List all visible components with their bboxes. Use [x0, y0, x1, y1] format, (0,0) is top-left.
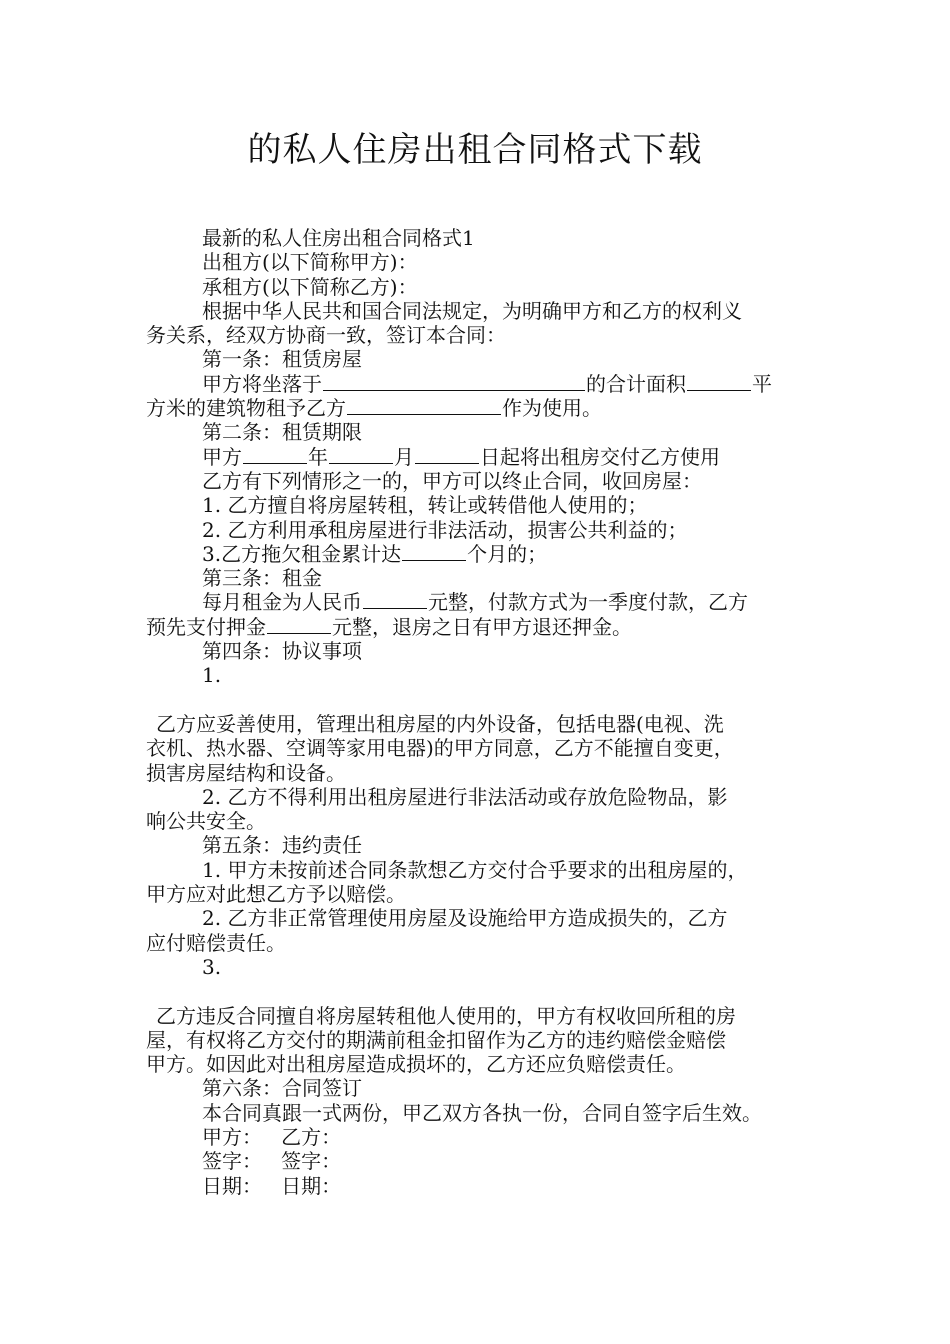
signature-party-line: 甲方： 乙方： [202, 1124, 342, 1149]
text-segment: 个月的； [467, 541, 548, 566]
blank-area [687, 372, 751, 391]
contract-heading: 最新的私人住房出租合同格式1 [202, 226, 475, 250]
blank-months [402, 542, 466, 561]
text-segment: 甲方将坐落于 [202, 371, 322, 396]
signature-date-line: 日期： 日期： [202, 1173, 342, 1198]
text-segment: 元整，退房之日有甲方退还押金。 [332, 614, 632, 639]
blank-year [243, 445, 307, 464]
article-5-heading: 第五条：违约责任 [202, 833, 362, 858]
spacer [146, 979, 816, 1003]
blank-day [415, 445, 479, 464]
preamble-line-2: 务关系，经双方协商一致，签订本合同： [146, 323, 506, 348]
blank-month [329, 445, 393, 464]
article-5-item-3-line-1: 乙方违反合同擅自将房屋转租他人使用的，甲方有权收回所租的房 [156, 1003, 736, 1028]
article-6-line-1: 本合同真跟一式两份，甲乙双方各执一份，合同自签字后生效。 [202, 1100, 762, 1125]
contract-body [146, 226, 816, 1198]
article-5-item-1-line-2: 甲方应对此想乙方予以赔偿。 [146, 882, 406, 907]
article-2-heading: 第二条：租赁期限 [202, 420, 362, 445]
article-2-item-1: 1. 乙方擅自将房屋转租，转让或转借他人使用的； [202, 493, 648, 518]
article-2-line-1 [146, 445, 816, 469]
blank-location [323, 372, 585, 391]
article-4-item-2-line-1: 2. 乙方不得利用出租房屋进行非法活动或存放危险物品，影 [202, 784, 728, 809]
text-segment: 作为使用。 [502, 396, 602, 421]
blank-rent [363, 590, 427, 609]
article-4-item-1-number: 1. [202, 663, 222, 688]
article-1-line-1 [146, 372, 816, 396]
article-4-item-1-line-2: 衣机、热水器、空调等家用电器)的甲方同意，乙方不能擅自变更， [146, 736, 734, 761]
text-segment: 每月租金为人民币 [202, 590, 362, 615]
blank-deposit [267, 615, 331, 634]
article-5-item-3-line-3: 甲方。如因此对出租房屋造成损坏的，乙方还应负赔偿责任。 [146, 1052, 686, 1077]
lessee-line: 承租方(以下简称乙方)： [202, 274, 418, 299]
text-segment: 的合计面积 [586, 371, 686, 396]
text-segment: 月 [394, 444, 414, 469]
article-1-heading: 第一条：租赁房屋 [202, 347, 362, 372]
text-segment: 年 [308, 444, 328, 469]
text-segment: 预先支付押金 [146, 614, 266, 639]
article-2-item-3 [146, 542, 816, 566]
article-4-heading: 第四条：协议事项 [202, 639, 362, 664]
lessor-line: 出租方(以下简称甲方)： [202, 250, 418, 275]
article-5-item-1-line-1: 1. 甲方未按前述合同条款想乙方交付合乎要求的出租房屋的， [202, 857, 748, 882]
signature-sign-line: 签字： 签字： [202, 1149, 342, 1174]
article-5-item-3-number: 3. [202, 954, 222, 979]
text-segment: 日起将出租房交付乙方使用 [480, 444, 720, 469]
text-segment: 元整，付款方式为一季度付款，乙方 [428, 590, 748, 615]
preamble-line-1: 根据中华人民共和国合同法规定，为明确甲方和乙方的权利义 [202, 298, 742, 323]
article-4-item-1-line-3: 损害房屋结构和设备。 [146, 760, 346, 785]
article-5-item-2-line-1: 2. 乙方非正常管理使用房屋及设施给甲方造成损失的，乙方 [202, 906, 728, 931]
article-5-item-3-line-2: 屋，有权将乙方交付的期满前租金扣留作为乙方的违约赔偿金赔偿 [146, 1027, 726, 1052]
blank-usage [347, 396, 501, 415]
spacer [146, 688, 816, 712]
article-6-heading: 第六条：合同签订 [202, 1076, 362, 1101]
article-3-heading: 第三条：租金 [202, 566, 322, 591]
text-segment: 方米的建筑物租予乙方 [146, 396, 346, 421]
article-1-line-2 [146, 396, 816, 420]
article-5-item-2-line-2: 应付赔偿责任。 [146, 930, 286, 955]
text-segment: 3.乙方拖欠租金累计达 [202, 541, 402, 566]
document-title: 的私人住房出租合同格式下载 [247, 130, 703, 170]
article-3-line-2 [146, 615, 816, 639]
article-2-item-2: 2. 乙方利用承租房屋进行非法活动，损害公共利益的； [202, 517, 688, 542]
article-3-line-1 [146, 590, 816, 614]
article-4-item-1-line-1: 乙方应妥善使用，管理出租房屋的内外设备，包括电器(电视、洗 [156, 711, 724, 736]
text-segment: 甲方 [202, 444, 242, 469]
article-2-line-2: 乙方有下列情形之一的，甲方可以终止合同，收回房屋： [202, 468, 702, 493]
text-segment: 平 [752, 371, 772, 396]
article-4-item-2-line-2: 响公共安全。 [146, 809, 266, 834]
